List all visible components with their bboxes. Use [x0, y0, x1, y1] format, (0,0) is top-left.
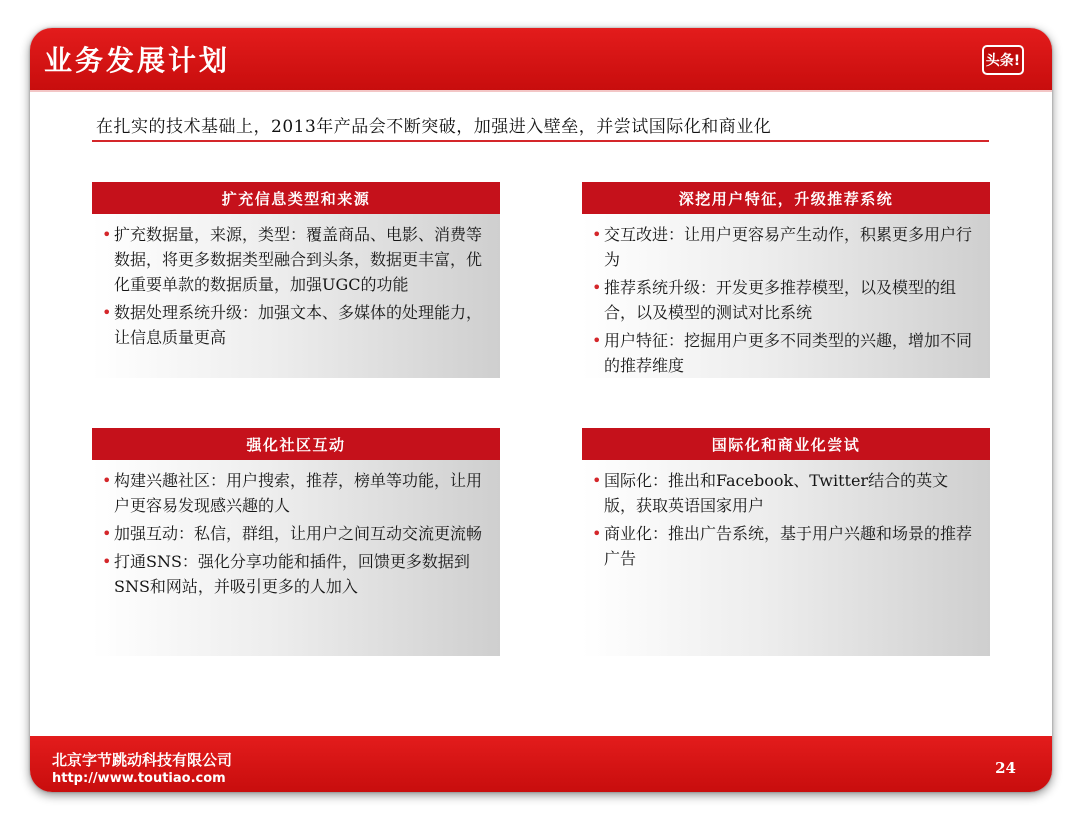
panel-title: 扩充信息类型和来源 — [92, 182, 500, 214]
panel-title: 强化社区互动 — [92, 428, 500, 460]
company-name: 北京字节跳动科技有限公司 — [52, 751, 233, 769]
page-title: 业务发展计划 — [44, 44, 231, 77]
page-number: 24 — [995, 759, 1016, 777]
footer-bar — [30, 736, 1052, 792]
panel-community — [92, 428, 500, 656]
header-bar — [30, 28, 1052, 90]
list-item: • 用户特征：挖掘用户更多不同类型的兴趣，增加不同的推荐维度 — [592, 328, 976, 378]
toutiao-logo: 头条! — [982, 45, 1024, 75]
list-item: • 加强互动：私信，群组，让用户之间互动交流更流畅 — [102, 521, 486, 546]
list-item: • 交互改进：让用户更容易产生动作，积累更多用户行为 — [592, 222, 976, 272]
list-item: • 推荐系统升级：开发更多推荐模型，以及模型的组合，以及模型的测试对比系统 — [592, 275, 976, 325]
list-item: • 扩充数据量，来源，类型：覆盖商品、电影、消费等数据，将更多数据类型融合到头条，数据更丰富，优化重要单款的数据质量，加强UGC的功能 — [102, 222, 486, 297]
panel-body — [582, 214, 990, 378]
header-divider — [30, 90, 1052, 92]
panel-title: 国际化和商业化尝试 — [582, 428, 990, 460]
subtitle: 在扎实的技术基础上，2013年产品会不断突破，加强进入壁垒，并尝试国际化和商业化 — [96, 117, 772, 137]
panel-title: 深挖用户特征，升级推荐系统 — [582, 182, 990, 214]
panel-recommendation — [582, 182, 990, 378]
slide — [30, 28, 1052, 792]
panel-body — [582, 460, 990, 656]
list-item: • 数据处理系统升级：加强文本、多媒体的处理能力，让信息质量更高 — [102, 300, 486, 350]
list-item: • 构建兴趣社区：用户搜索，推荐，榜单等功能，让用户更容易发现感兴趣的人 — [102, 468, 486, 518]
company-url: http://www.toutiao.com — [52, 771, 226, 786]
subtitle-rule — [92, 140, 989, 142]
panel-body — [92, 214, 500, 378]
panel-info-types — [92, 182, 500, 378]
panel-international — [582, 428, 990, 656]
panel-body — [92, 460, 500, 656]
list-item: • 国际化：推出和Facebook、Twitter结合的英文版，获取英语国家用户 — [592, 468, 976, 518]
list-item: • 打通SNS：强化分享功能和插件，回馈更多数据到SNS和网站，并吸引更多的人加入 — [102, 549, 486, 599]
list-item: • 商业化：推出广告系统，基于用户兴趣和场景的推荐广告 — [592, 521, 976, 571]
